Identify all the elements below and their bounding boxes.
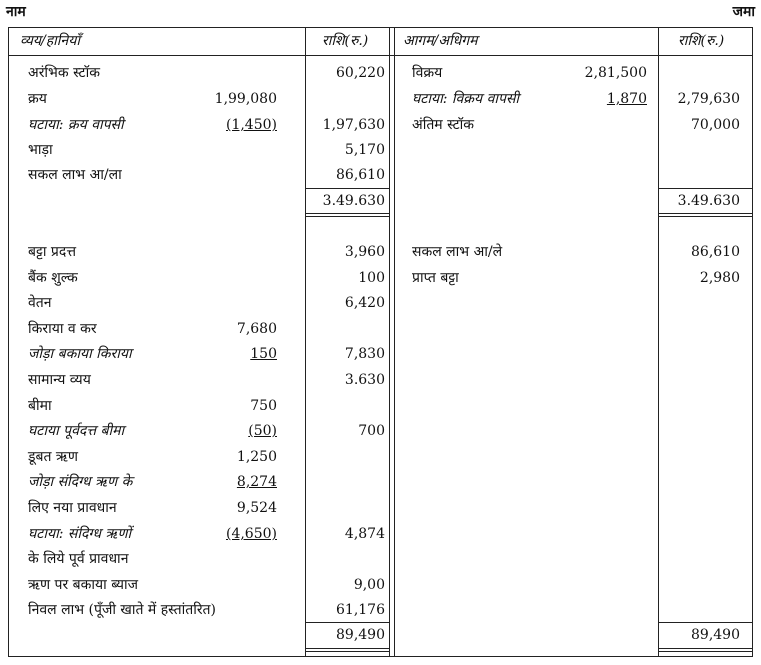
trading-left-label: सकल लाभ आ/ला [28, 167, 122, 183]
pl-right-label: प्राप्त बट्टा [412, 270, 459, 286]
pl-left-amount: 9,00 [353, 577, 385, 593]
trading-total-right: 3.49.630 [677, 193, 740, 209]
subtotal-rule [658, 188, 752, 189]
col-amount-left-header: राशि(रु.) [322, 33, 369, 49]
trading-total-left: 3.49.630 [322, 193, 385, 209]
border-double-a [389, 27, 390, 657]
pl-left-label: जोड़ा संदिग्ध ऋण के [28, 474, 133, 490]
total-double-rule [658, 648, 752, 649]
col-expenses-header: व्यय/हानियाँ [20, 33, 80, 49]
col-income-header: आगम/अधिगम [403, 33, 478, 49]
trading-right-label: घटाया: विक्रय वापसी [412, 91, 520, 107]
pl-total-left: 89,490 [336, 627, 385, 643]
pl-left-amount: 3.630 [344, 372, 385, 388]
pl-left-label: बट्टा प्रदत्त [28, 244, 76, 260]
pl-left-amount: 61,176 [336, 602, 385, 618]
pl-left-amount: 4,874 [344, 526, 385, 542]
trading-left-inner: 1,99,080 [214, 91, 277, 107]
account-table [8, 27, 753, 657]
pl-left-label: ऋण पर बकाया ब्याज [28, 577, 139, 593]
trading-left-inner: (1,450) [225, 117, 277, 133]
pl-left-amount: 3,960 [344, 244, 385, 260]
pl-left-inner: 7,680 [236, 321, 277, 337]
total-double-rule [305, 648, 389, 649]
pl-left-inner: 1,250 [236, 449, 277, 465]
pl-left-inner: (50) [248, 423, 277, 439]
table-bottom-border [8, 656, 753, 657]
pl-left-inner: 9,524 [236, 500, 277, 516]
subtotal-rule [658, 622, 752, 623]
pl-left-label: जोड़ा बकाया किराया [28, 346, 132, 362]
total-double-rule [658, 216, 752, 217]
table-top-border [8, 27, 753, 28]
trading-left-amount: 5,170 [344, 142, 385, 158]
total-double-rule [305, 651, 389, 652]
pl-left-label: सामान्य व्यय [28, 372, 91, 388]
total-double-rule [305, 213, 389, 214]
pl-left-label: घटाया पूर्वदत्त बीमा [28, 423, 125, 439]
pl-right-label: सकल लाभ आ/ले [412, 244, 503, 260]
pl-left-label: घटाया: संदिग्ध ऋणों [28, 526, 132, 542]
subtotal-rule [305, 188, 389, 189]
border-left [8, 27, 9, 657]
pl-left-label: बैंक शुल्क [28, 270, 78, 286]
trading-right-amount: 70,000 [691, 117, 740, 133]
header-bottom-border [8, 55, 753, 56]
border-double-b [394, 27, 395, 657]
pl-left-amount: 7,830 [344, 346, 385, 362]
pl-left-label: डूबत ऋण [28, 449, 78, 465]
debit-label: नाम [6, 4, 26, 20]
trading-right-amount: 2,79,630 [677, 91, 740, 107]
pl-left-inner: (4,650) [225, 526, 277, 542]
pl-left-label: वेतन [28, 295, 52, 311]
border-amount-left-start [305, 27, 306, 657]
pl-left-amount: 700 [358, 423, 385, 439]
col-amount-right-header: राशि(रु.) [678, 33, 725, 49]
pl-left-amount: 6,420 [344, 295, 385, 311]
total-double-rule [305, 216, 389, 217]
trading-left-label: अरंभिक स्टॉक [28, 65, 100, 81]
border-right [752, 27, 753, 657]
trading-right-label: विक्रय [412, 65, 443, 81]
trading-left-amount: 60,220 [336, 65, 385, 81]
pl-left-label: लिए नया प्रावधान [28, 500, 117, 516]
trading-left-label: भाड़ा [28, 142, 53, 158]
pl-left-inner: 150 [250, 346, 277, 362]
trading-left-amount: 86,610 [336, 167, 385, 183]
credit-label: जमा [732, 4, 755, 20]
trading-right-inner: 2,81,500 [584, 65, 647, 81]
pl-left-inner: 8,274 [236, 474, 277, 490]
pl-left-label: बीमा [28, 398, 52, 414]
trading-right-label: अंतिम स्टॉक [412, 117, 475, 133]
pl-right-amount: 2,980 [699, 270, 740, 286]
border-amount-right-start [658, 27, 659, 657]
pl-left-amount: 100 [358, 270, 385, 286]
pl-left-label: किराया व कर [28, 321, 97, 337]
trading-left-label: घटाया: क्रय वापसी [28, 117, 124, 133]
pl-left-inner: 750 [250, 398, 277, 414]
pl-right-amount: 86,610 [691, 244, 740, 260]
pl-total-right: 89,490 [691, 627, 740, 643]
trading-left-label: क्रय [28, 91, 47, 107]
pl-left-label: निवल लाभ (पूँजी खाते में हस्तांतरित) [28, 602, 217, 618]
total-double-rule [658, 651, 752, 652]
trading-left-amount: 1,97,630 [322, 117, 385, 133]
trading-right-inner: 1,870 [606, 91, 647, 107]
total-double-rule [658, 213, 752, 214]
pl-left-label: के लिये पूर्व प्रावधान [28, 551, 129, 567]
subtotal-rule [305, 622, 389, 623]
